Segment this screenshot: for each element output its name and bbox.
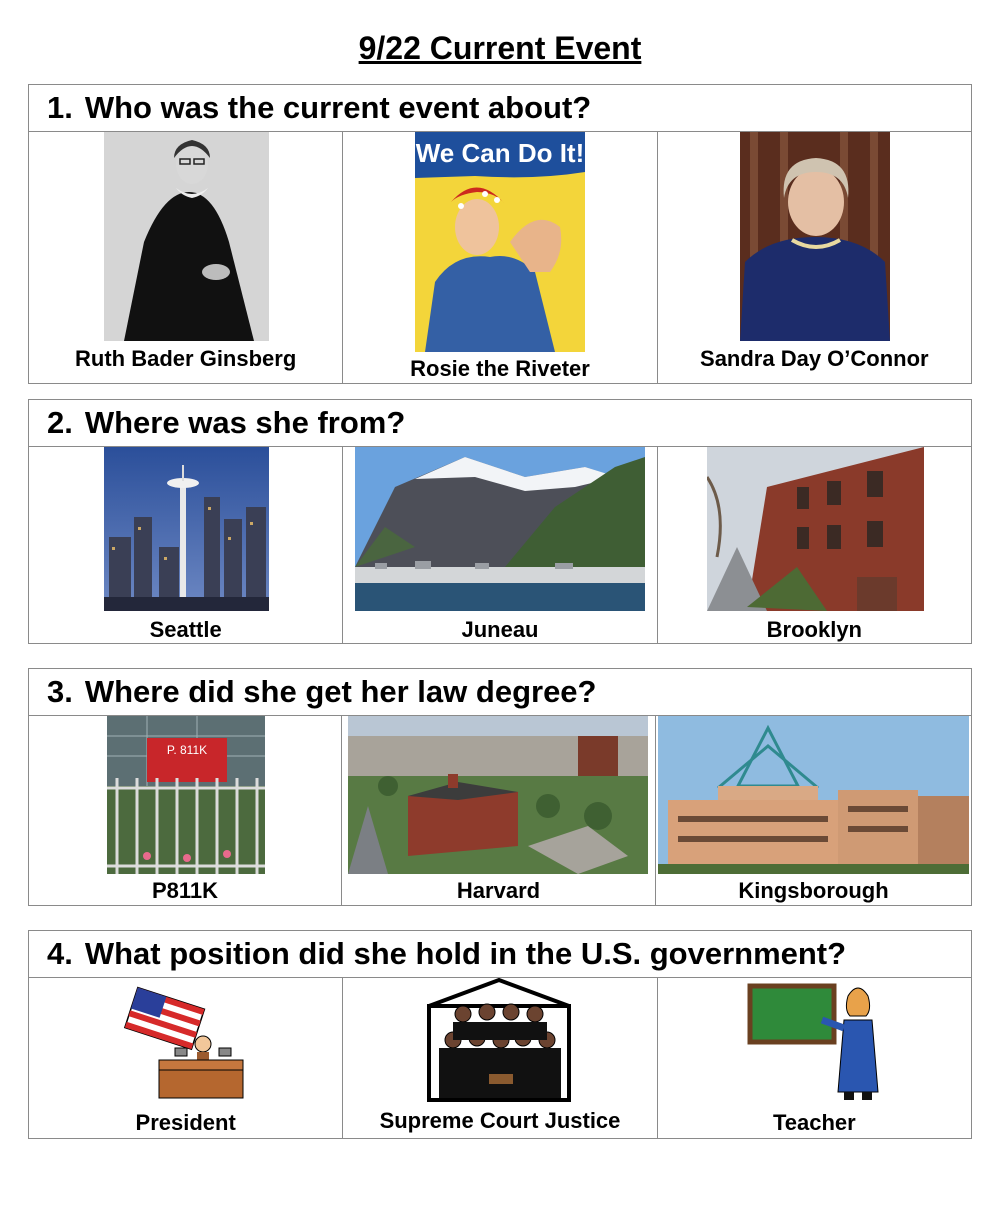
sign-text: P. 811K [166,743,208,757]
president-icon [119,986,249,1106]
option-kingsborough[interactable] [656,716,971,906]
question-4 [28,930,972,1139]
option-harvard[interactable] [342,716,656,906]
option-rosie-the-riveter[interactable] [343,132,657,384]
option-label: Brooklyn [766,617,862,642]
option-ruth-bader-ginsberg[interactable] [29,132,343,384]
question-text: Where did she get her law degree? [84,674,597,709]
option-label: Harvard [456,878,541,903]
question-number: 3. [47,674,73,709]
seattle-photo [104,447,269,611]
option-seattle[interactable] [29,447,343,644]
oconnor-photo [740,132,890,341]
option-label: Juneau [461,617,539,642]
option-label: Kingsborough [738,878,889,903]
kingsborough-photo [658,716,969,874]
option-label: P811K [151,878,219,903]
ginsburg-photo [104,132,269,341]
worksheet-title: 9/22 Current Event [358,30,642,66]
p811k-photo [107,716,265,874]
option-teacher[interactable] [658,978,971,1139]
question-1 [28,84,972,384]
question-number: 2. [47,405,73,440]
option-label: Seattle [149,617,222,642]
question-3-header [29,669,971,716]
question-text: What position did she hold in the U.S. government? [84,936,847,971]
brooklyn-photo [707,447,924,611]
option-supreme-court-justice[interactable] [343,978,657,1139]
option-label: Rosie the Riveter [410,356,590,381]
option-label: Sandra Day O’Connor [700,346,929,371]
question-text: Who was the current event about? [84,90,592,125]
question-text: Where was she from? [84,405,406,440]
option-label: President [135,1110,236,1135]
option-president[interactable] [29,978,343,1139]
juneau-photo [355,447,645,611]
question-2-header [29,400,971,447]
option-brooklyn[interactable] [658,447,971,644]
option-juneau[interactable] [343,447,657,644]
question-number: 1. [47,90,73,125]
option-label: Ruth Bader Ginsberg [75,346,297,371]
question-1-header [29,85,971,132]
rosie-poster [415,132,585,352]
question-2 [28,399,972,644]
poster-text: We Can Do It! [416,138,585,168]
harvard-photo [348,716,648,874]
supreme-court-icon [423,978,575,1102]
question-4-header [29,931,971,978]
option-label: Supreme Court Justice [379,1108,621,1133]
question-number: 4. [47,936,73,971]
option-label: Teacher [772,1110,856,1135]
teacher-icon [744,980,886,1102]
question-3 [28,668,972,906]
option-sandra-day-oconnor[interactable] [658,132,971,384]
option-p811k[interactable] [29,716,342,906]
